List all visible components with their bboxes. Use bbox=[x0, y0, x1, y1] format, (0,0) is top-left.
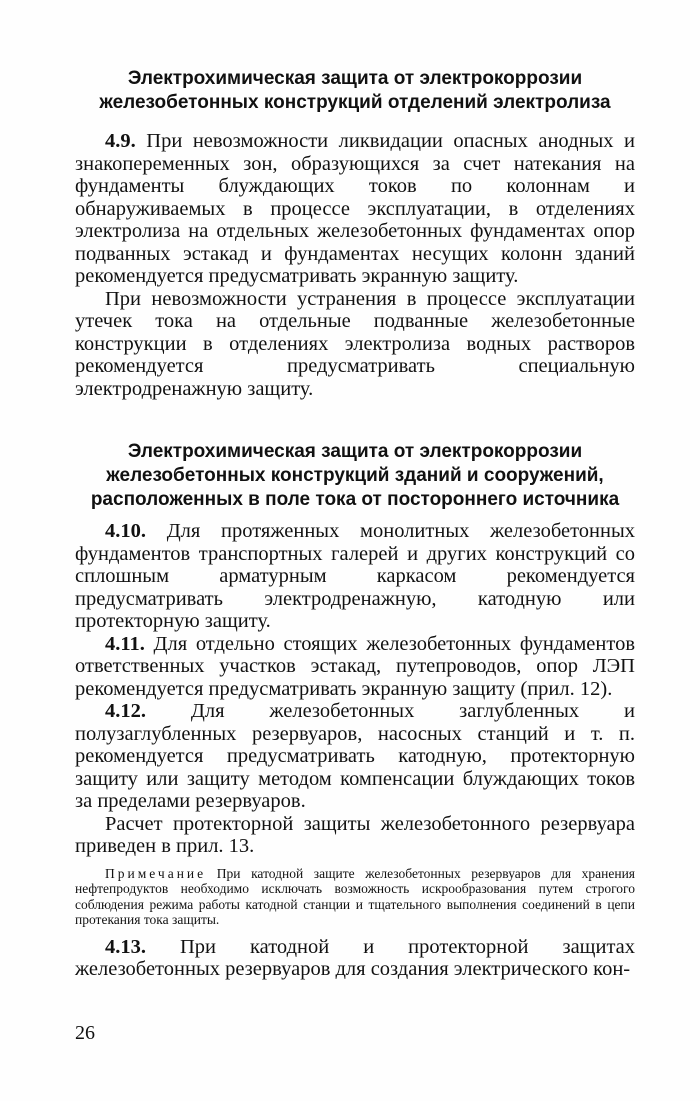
heading-line: железобетонных конструкций зданий и сооружений, bbox=[106, 465, 604, 486]
paragraph-4-11 bbox=[75, 633, 635, 701]
section-1-heading bbox=[75, 67, 635, 115]
paragraph-4-12 bbox=[75, 700, 635, 813]
paragraph-text: При катодной и протекторной защитах железобетонных резервуаров для создания электрического кон- bbox=[75, 935, 635, 980]
paragraph-4-13 bbox=[75, 936, 635, 981]
note-text: При катодной защите железобетонных резервуаров для хранения нефтепродуктов необходимо исключать возможность искрообразования путем строгого соблюдения режима работы катодной станции и тщательного выполнения соединений в цепи протекания тока защиты. bbox=[75, 865, 635, 927]
paragraph-4-10 bbox=[75, 520, 635, 633]
section-1-body bbox=[75, 130, 635, 400]
heading-line: расположенных в поле тока от постороннего источника bbox=[90, 489, 620, 510]
heading-line: Электрохимическая защита от электрокоррозии bbox=[127, 441, 583, 462]
section-1 bbox=[75, 67, 635, 115]
note-label: Примечание bbox=[105, 865, 207, 881]
heading-line: железобетонных конструкций отделений электролиза bbox=[99, 92, 611, 113]
clause-number: 4.9. bbox=[105, 130, 136, 152]
page-number: 26 bbox=[75, 1022, 95, 1044]
paragraph-4-12-continued: Расчет протекторной защиты железобетонного резервуара приведен в прил. 13. bbox=[75, 812, 635, 857]
section-2-body bbox=[75, 520, 635, 981]
paragraph-text: Для железобетонных заглубленных и полузаглубленных резервуаров, насосных станций и т. п. рекомендуется предусматривать катодную, протекторную защиту или защиту методом компенсации блуждающих токов за пределами резервуаров. bbox=[75, 700, 635, 812]
section-2-heading bbox=[75, 440, 635, 512]
section-2 bbox=[75, 440, 635, 512]
paragraph-text: Для отдельно стоящих железобетонных фундаментов ответственных участков эстакад, путепроводов, опор ЛЭП рекомендуется предусматривать экранную защиту (прил. 12). bbox=[75, 632, 635, 700]
paragraph-text: При невозможности ликвидации опасных анодных и знакопеременных зон, образующихся за счет натекания на фундаменты блуждающих токов по колоннам и обнаруживаемых в процессе эксплуатации, в отделениях электролиза на отдельных железобетонных фундаментах опор подванных эстакад и фундаментах несущих колонн зданий рекомендуется предусматривать экранную защиту. bbox=[75, 130, 636, 287]
heading-line: Электрохимическая защита от электрокоррозии bbox=[127, 68, 583, 89]
clause-number: 4.11. bbox=[105, 632, 145, 655]
clause-number: 4.12. bbox=[105, 700, 146, 722]
note bbox=[75, 866, 635, 928]
clause-number: 4.10. bbox=[105, 520, 146, 542]
paragraph-text: Для протяженных монолитных железобетонных фундаментов транспортных галерей и других конструкций со сплошным арматурным каркасом рекомендуется предусматривать электродренажную, катодную или протекторную защиту. bbox=[75, 520, 635, 632]
paragraph-4-9 bbox=[75, 130, 635, 288]
clause-number: 4.13. bbox=[105, 935, 146, 958]
paragraph-4-9-continued: При невозможности устранения в процессе эксплуатации утечек тока на отдельные подванные железобетонные конструкции в отделениях электролиза водных растворов рекомендуется предусматривать специальную электродренажную защиту. bbox=[75, 287, 635, 400]
